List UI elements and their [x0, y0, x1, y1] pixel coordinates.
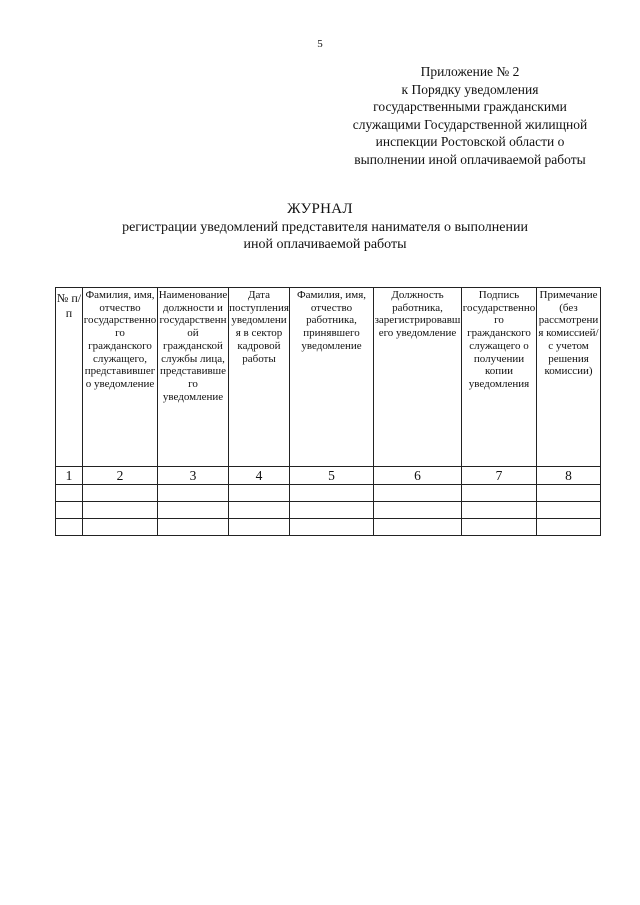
appendix-line: государственными гражданскими [373, 99, 567, 114]
journal-subtitle [60, 219, 590, 253]
table-cell [83, 485, 158, 502]
column-header-note: Примечание (без рассмотрения комиссией/с учетом решения комиссии) [537, 288, 601, 467]
table-cell [374, 502, 462, 519]
table-row [56, 519, 601, 536]
register-table [55, 287, 601, 536]
table-row [56, 502, 601, 519]
table-cell [537, 502, 601, 519]
appendix-block [330, 63, 610, 168]
column-number: 1 [56, 467, 83, 485]
appendix-line: инспекции Ростовской области о [375, 134, 565, 149]
table-cell [537, 485, 601, 502]
table-cell [290, 502, 374, 519]
column-number: 2 [83, 467, 158, 485]
appendix-line: выполнении иной оплачиваемой работы [354, 151, 586, 167]
table-cell [229, 485, 290, 502]
table-cell [290, 519, 374, 536]
column-number: 5 [290, 467, 374, 485]
empty-rows [56, 485, 601, 536]
table-cell [229, 502, 290, 519]
table-cell [83, 502, 158, 519]
column-number: 3 [158, 467, 229, 485]
column-header-receiver-name: Фамилия, имя, отчество работника, принявшего уведомление [290, 288, 374, 467]
column-header-employee-name: Фамилия, имя, отчество государственного гражданского служащего, представившего уведомление [83, 288, 158, 467]
column-number: 7 [462, 467, 537, 485]
table-cell [462, 485, 537, 502]
appendix-line: Приложение № 2 [420, 64, 520, 79]
table-cell [374, 519, 462, 536]
table-row [56, 485, 601, 502]
column-number: 4 [229, 467, 290, 485]
journal-subtitle-line: иной оплачиваемой работы [243, 237, 407, 252]
table-cell [462, 502, 537, 519]
page-number: 5 [317, 38, 323, 50]
appendix-line: к Порядку уведомления [401, 81, 539, 97]
journal-subtitle-line: регистрации уведомлений представителя нанимателя о выполнении [122, 220, 528, 235]
column-number: 8 [537, 467, 601, 485]
column-header-position: Наименование должности и государственной гражданской службы лица, представившего уведомление [158, 288, 229, 467]
table-cell [56, 485, 83, 502]
table-cell [537, 519, 601, 536]
column-header-date-received: Дата поступления уведомления в сектор кадровой работы [229, 288, 290, 467]
column-number-row [56, 467, 601, 485]
table-cell [56, 519, 83, 536]
table-cell [83, 519, 158, 536]
column-header-number: № п/п [56, 288, 83, 467]
table-cell [462, 519, 537, 536]
column-header-registrar-position: Должность работника, зарегистрировавшего уведомление [374, 288, 462, 467]
table-header-row [56, 288, 601, 467]
table-cell [158, 502, 229, 519]
table-cell [290, 485, 374, 502]
column-header-signature: Подпись государственного гражданского служащего о получении копии уведомления [462, 288, 537, 467]
table-cell [158, 485, 229, 502]
appendix-line: служащими Государственной жилищной [352, 116, 588, 132]
table-cell [229, 519, 290, 536]
table-cell [56, 502, 83, 519]
journal-title: ЖУРНАЛ [287, 201, 353, 217]
column-number: 6 [374, 467, 462, 485]
table-cell [374, 485, 462, 502]
table-cell [158, 519, 229, 536]
